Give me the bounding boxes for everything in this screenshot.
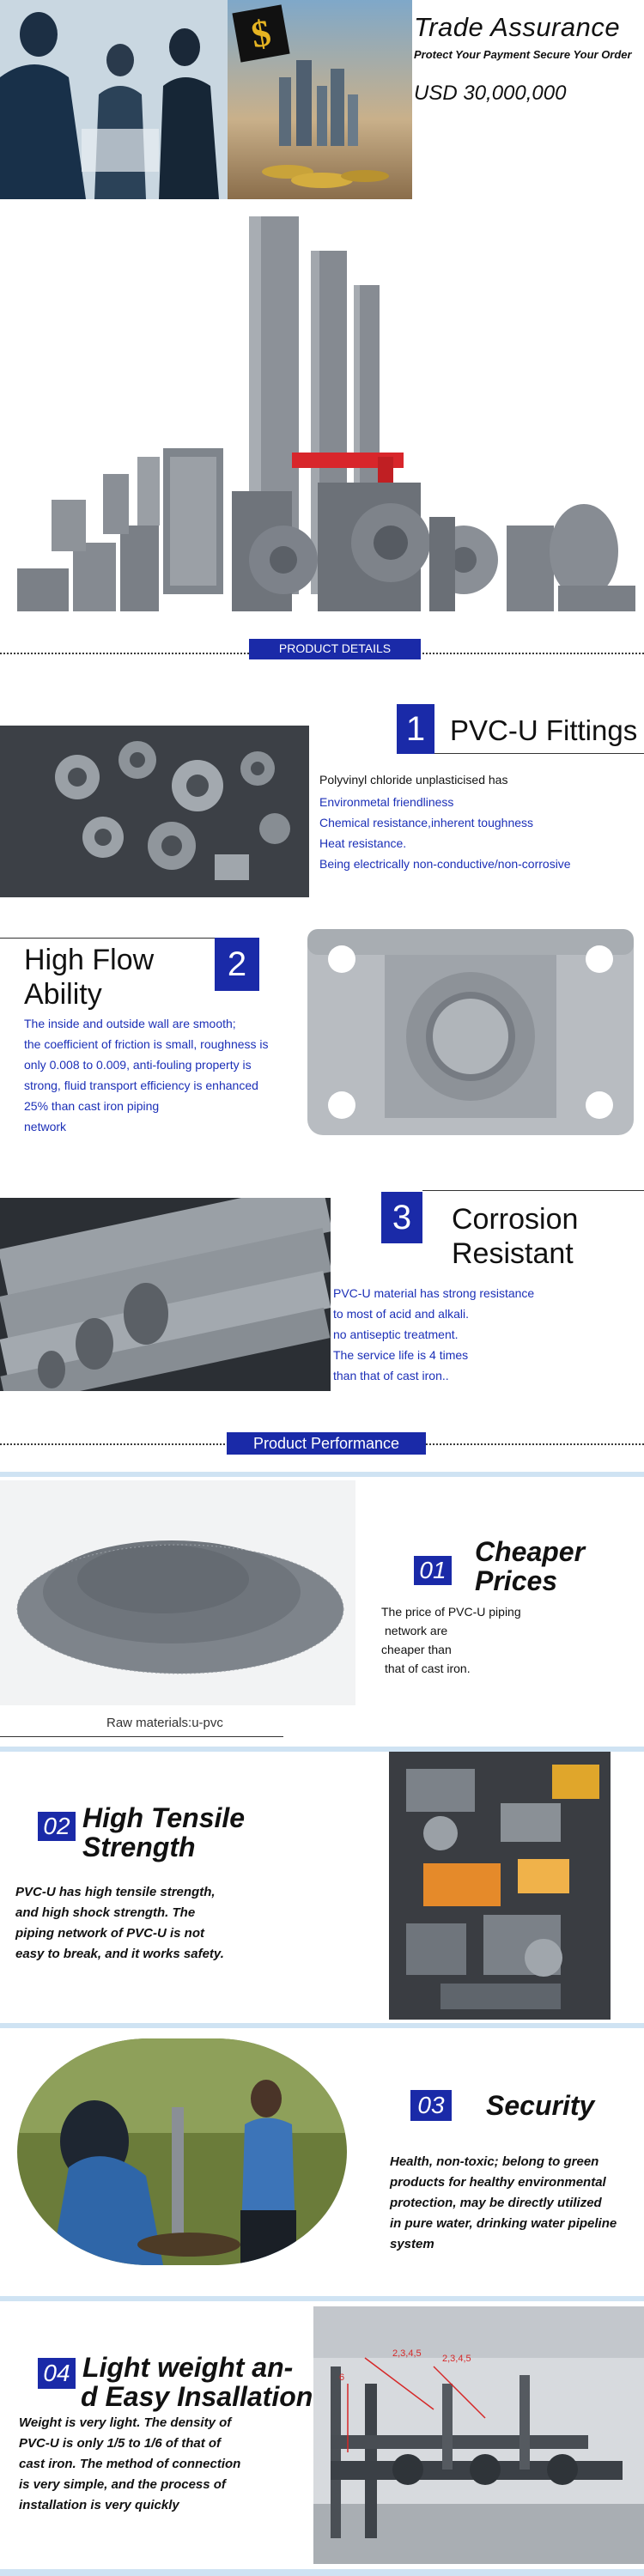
light-text	[19, 2413, 240, 2516]
tensile-title-line: Strength	[82, 1832, 196, 1862]
light-title-line: d Easy Insallation	[81, 2381, 313, 2412]
pipeline-installation-photo	[313, 2306, 644, 2564]
fittings-point: Environmetal friendliness	[319, 795, 454, 809]
security-text-line: Health, non-toxic; belong to green	[390, 2154, 599, 2169]
light-title	[82, 2353, 313, 2411]
pipes-photo	[0, 1198, 331, 1391]
flow-rule	[0, 938, 215, 939]
banner-amount: USD 30,000,000	[414, 82, 567, 105]
cheaper-title	[475, 1537, 585, 1595]
raw-material-granules-photo	[0, 1480, 355, 1705]
fittings-point: Heat resistance.	[319, 836, 407, 850]
light-text-line: cast iron. The method of connection	[19, 2457, 241, 2471]
dollar-badge	[232, 4, 289, 62]
products-hero	[0, 199, 644, 629]
flange-fitting-photo	[299, 920, 644, 1145]
flow-text-line: only 0.008 to 0.009, anti-fouling property is	[24, 1058, 252, 1072]
cheaper-title-line: Cheaper	[475, 1536, 586, 1567]
workers-installing-photo	[17, 2038, 347, 2265]
tensile-text-line: and high shock strength. The	[15, 1905, 196, 1920]
dollar-icon: $	[247, 10, 275, 57]
corrosion-text-line: than that of cast iron..	[333, 1369, 449, 1382]
feature-number-02: 02	[38, 1812, 76, 1841]
tensile-title-line: High Tensile	[82, 1802, 246, 1833]
security-text-line: in pure water, drinking water pipeline	[390, 2216, 617, 2231]
tensile-text-line: easy to break, and it works safety.	[15, 1947, 224, 1961]
product-details-tag: PRODUCT DETAILS	[249, 639, 421, 659]
flow-text-line: strong, fluid transport efficiency is enhanced	[24, 1078, 258, 1092]
cheaper-text-line: cheaper than	[381, 1643, 452, 1656]
security-text-line: protection, may be directly utilized	[390, 2196, 602, 2210]
pipe-callout-label: 6	[339, 2372, 345, 2383]
pvc-fittings-assortment-photo	[0, 199, 644, 629]
flow-text-line: 25% than cast iron piping	[24, 1099, 160, 1113]
product-performance-tag: Product Performance	[227, 1432, 426, 1455]
fittings-intro: Polyvinyl chloride unplasticised has	[319, 773, 508, 787]
section-strip	[0, 2023, 644, 2028]
fittings-points	[319, 792, 571, 874]
cheaper-text-line: network are	[385, 1624, 448, 1637]
cheaper-text-line: that of cast iron.	[385, 1662, 471, 1675]
feature-number-04: 04	[38, 2358, 76, 2389]
feature-number-1: 1	[397, 704, 434, 754]
cheaper-text	[381, 1602, 521, 1678]
flow-text-line: network	[24, 1120, 67, 1133]
cheaper-text-line: The price of PVC-U piping	[381, 1605, 521, 1619]
section-strip	[0, 2296, 644, 2301]
security-title: Security	[486, 2090, 595, 2121]
corrosion-text	[333, 1283, 534, 1386]
fittings-rule	[434, 753, 644, 754]
caption-rule	[0, 1736, 283, 1737]
fittings-photo	[0, 726, 309, 897]
feature-number-2: 2	[215, 938, 259, 991]
corrosion-text-line: no antiseptic treatment.	[333, 1327, 459, 1341]
flow-text	[24, 1013, 269, 1137]
flow-title	[24, 943, 154, 1012]
flow-title-line: High Flow	[24, 944, 155, 976]
business-people-photo	[0, 0, 232, 199]
light-text-line: Weight is very light. The density of	[19, 2415, 232, 2430]
flow-text-line: The inside and outside wall are smooth;	[24, 1017, 236, 1030]
tensile-text-line: PVC-U has high tensile strength,	[15, 1885, 216, 1899]
security-text-line: system	[390, 2237, 434, 2251]
feature-number-03: 03	[410, 2090, 452, 2121]
pipe-callout-label: 2,3,4,5	[392, 2348, 422, 2359]
cheaper-title-line: Prices	[475, 1565, 558, 1596]
corrosion-title-line: Corrosion	[452, 1203, 579, 1236]
flow-title-line: Ability	[24, 978, 102, 1011]
feature-number-3: 3	[381, 1192, 422, 1243]
corrosion-rule	[422, 1190, 644, 1191]
fittings-title: PVC-U Fittings	[450, 714, 638, 746]
fittings-point: Chemical resistance,inherent toughness	[319, 816, 534, 829]
security-text-line: products for healthy environmental	[390, 2175, 606, 2190]
coins-city-photo	[228, 0, 412, 199]
corrosion-title-line: Resistant	[452, 1237, 574, 1270]
section-strip	[0, 2569, 644, 2576]
section-strip	[0, 1472, 644, 1477]
raw-material-caption: Raw materials:u-pvc	[106, 1716, 223, 1730]
tensile-title	[82, 1803, 245, 1862]
pipe-callout-label: 2,3,4,5	[442, 2354, 471, 2364]
banner-title: Trade Assurance	[414, 12, 621, 42]
corrosion-title	[452, 1202, 578, 1271]
security-text	[390, 2152, 617, 2255]
corrosion-text-line: PVC-U material has strong resistance	[333, 1286, 535, 1300]
corrosion-text-line: to most of acid and alkali.	[333, 1307, 469, 1321]
banner-subtitle: Protect Your Payment Secure Your Order	[414, 48, 632, 61]
trade-assurance-banner	[0, 0, 644, 199]
feature-number-01: 01	[414, 1556, 452, 1585]
light-text-line: PVC-U is only 1/5 to 1/6 of that of	[19, 2436, 222, 2451]
light-text-line: is very simple, and the process of	[19, 2477, 226, 2492]
light-title-line: Light weight an-	[82, 2352, 294, 2383]
flow-text-line: the coefficient of friction is small, roughness is	[24, 1037, 269, 1051]
light-text-line: installation is very quickly	[19, 2498, 179, 2512]
tensile-text-line: piping network of PVC-U is not	[15, 1926, 204, 1941]
fittings-point: Being electrically non-conductive/non-corrosive	[319, 857, 571, 871]
actuated-valves-photo	[389, 1752, 611, 2020]
tensile-text	[15, 1882, 224, 1965]
corrosion-text-line: The service life is 4 times	[333, 1348, 469, 1362]
